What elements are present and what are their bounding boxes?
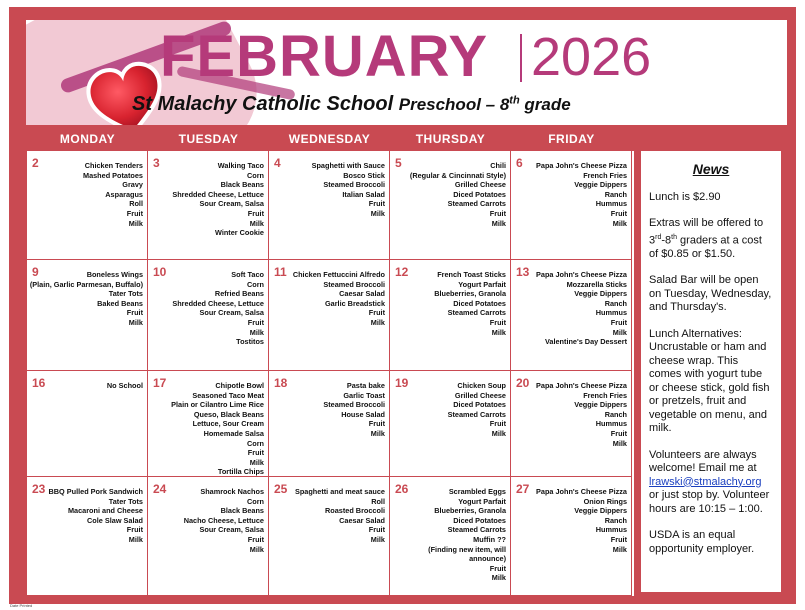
day-number: 11 <box>274 265 287 279</box>
menu-item: Valentine's Day Dessert <box>544 337 627 347</box>
menu-item: Fruit <box>489 419 506 429</box>
menu-item: Ranch <box>604 409 627 419</box>
day-number: 24 <box>153 482 167 496</box>
menu-item: Fruit <box>126 208 143 218</box>
menu-item: Blueberries, Granola <box>434 506 506 516</box>
menu-item: Milk <box>249 544 264 554</box>
menu-item: Garlic Breadstick <box>324 298 385 308</box>
menu-item: Gravy <box>122 180 143 190</box>
menu-item: No School <box>106 381 143 390</box>
menu-list <box>536 161 627 228</box>
header-banner <box>26 20 787 125</box>
menu-list <box>410 161 506 228</box>
menu-item: Ranch <box>604 515 627 525</box>
menu-item: Corn <box>246 438 264 448</box>
menu-item: Fruit <box>489 563 506 573</box>
menu-item: Milk <box>612 438 627 448</box>
menu-item: Sour Cream, Salsa <box>199 199 264 209</box>
menu-item: House Salad <box>341 409 385 419</box>
menu-item: Ranch <box>604 189 627 199</box>
menu-item: Caesar Salad <box>339 289 385 299</box>
menu-item: Fruit <box>368 308 385 318</box>
day-header-0: MONDAY <box>59 132 116 146</box>
day-header-3: THURSDAY <box>415 132 486 146</box>
menu-item: Fruit <box>368 199 385 209</box>
day-cell <box>148 260 269 371</box>
menu-item: Ranch <box>604 298 627 308</box>
menu-item: Fruit <box>610 208 627 218</box>
day-number: 3 <box>153 156 160 170</box>
menu-item: Fruit <box>489 317 506 327</box>
menu-item: Blueberries, Granola <box>434 289 506 299</box>
menu-item: Milk <box>612 218 627 228</box>
day-cell <box>269 371 390 477</box>
menu-list <box>434 270 506 337</box>
menu-item: Shredded Cheese, Lettuce <box>172 298 264 308</box>
day-cell <box>269 151 390 260</box>
menu-list <box>295 487 385 545</box>
menu-item: Fruit <box>247 208 264 218</box>
menu-item: Fruit <box>247 534 264 544</box>
menu-list <box>49 487 143 545</box>
menu-list <box>448 381 506 439</box>
menu-item: Steamed Carrots <box>447 308 506 318</box>
menu-item: Papa John's Cheese Pizza <box>536 381 627 390</box>
day-cell <box>148 151 269 260</box>
menu-list <box>30 270 143 328</box>
menu-item: Steamed Broccoli <box>323 400 385 410</box>
day-cell <box>390 260 511 371</box>
menu-item: Baked Beans <box>97 298 143 308</box>
menu-item: Milk <box>370 317 385 327</box>
menu-item: Grilled Cheese <box>454 390 506 400</box>
menu-item: Yogurt Parfait <box>458 496 506 506</box>
menu-item: Milk <box>249 218 264 228</box>
menu-list <box>172 161 264 238</box>
day-cell <box>269 260 390 371</box>
menu-item: Soft Taco <box>231 270 264 279</box>
menu-item: Milk <box>491 428 506 438</box>
menu-list <box>536 487 627 554</box>
menu-item: Milk <box>491 218 506 228</box>
menu-item: Chili <box>490 161 506 170</box>
day-cell <box>148 371 269 477</box>
menu-item: Hummus <box>595 419 627 429</box>
menu-item: Mashed Potatoes <box>82 170 143 180</box>
menu-item: Chicken Tenders <box>84 161 143 170</box>
menu-item: Cole Slaw Salad <box>87 515 143 525</box>
menu-item: Shredded Cheese, Lettuce <box>172 189 264 199</box>
menu-list <box>536 270 627 347</box>
menu-item: Veggie Dippers <box>574 506 627 516</box>
menu-list <box>428 487 506 583</box>
menu-item: Homemade Salsa <box>203 428 264 438</box>
menu-item: Tortilla Chips <box>217 467 264 477</box>
menu-item: Bosco Stick <box>343 170 385 180</box>
menu-item: Steamed Broccoli <box>323 180 385 190</box>
menu-item: Black Beans <box>220 180 264 190</box>
news-panel <box>641 151 781 592</box>
title-divider <box>520 34 522 82</box>
day-number: 18 <box>274 376 288 390</box>
grade-suffix: grade <box>519 95 571 114</box>
menu-list <box>184 487 264 554</box>
menu-item: Asparagus <box>105 189 143 199</box>
menu-list <box>171 381 264 477</box>
day-number: 27 <box>516 482 530 496</box>
menu-item: Steamed Carrots <box>447 199 506 209</box>
day-number: 16 <box>32 376 46 390</box>
menu-item: Papa John's Cheese Pizza <box>536 270 627 279</box>
menu-item: Milk <box>370 208 385 218</box>
news-lunch-price: Lunch is $2.90 <box>649 190 721 203</box>
extras-text: graders at a cost of $0.85 or $1.50. <box>649 234 762 260</box>
volunteers-text: Volunteers are always welcome! Email me at <box>649 448 757 475</box>
menu-item: Italian Salad <box>342 189 385 199</box>
menu-item: Corn <box>246 170 264 180</box>
menu-item: Shamrock Nachos <box>200 487 264 496</box>
footer-note: Date Printed <box>10 603 33 608</box>
menu-item: Veggie Dippers <box>574 400 627 410</box>
school-title: St Malachy Catholic School <box>132 93 394 115</box>
menu-item: Mozzarella Sticks <box>566 279 627 289</box>
extras-text: Extras will be offered to 3 <box>649 217 764 247</box>
menu-item: Refried Beans <box>214 289 264 299</box>
menu-item: Chicken Fettuccini Alfredo <box>292 270 385 279</box>
day-number: 6 <box>516 156 523 170</box>
menu-item: Garlic Toast <box>343 390 385 400</box>
menu-item: Black Beans <box>220 506 264 516</box>
day-header-4: FRIDAY <box>548 132 595 146</box>
menu-item: Sour Cream, Salsa <box>199 308 264 318</box>
menu-item: Steamed Carrots <box>447 525 506 535</box>
menu-item: Diced Potatoes <box>453 400 506 410</box>
day-cell <box>148 477 269 596</box>
menu-item: Spaghetti and meat sauce <box>294 487 385 496</box>
menu-item: Onion Rings <box>583 496 627 506</box>
day-number: 13 <box>516 265 530 279</box>
menu-item: Fruit <box>126 525 143 535</box>
menu-item: (Finding new item, will <box>428 544 506 554</box>
day-cell <box>27 151 148 260</box>
menu-item: Roll <box>371 496 385 506</box>
menu-item: Yogurt Parfait <box>458 279 506 289</box>
menu-item: Fruit <box>368 419 385 429</box>
day-cell <box>390 477 511 596</box>
grade-sup: th <box>509 94 520 107</box>
menu-item: announce) <box>469 554 506 564</box>
menu-item: Caesar Salad <box>339 515 385 525</box>
menu-item: Tostitos <box>236 337 264 347</box>
day-number: 20 <box>516 376 530 390</box>
menu-item: Milk <box>249 457 264 467</box>
menu-item: Diced Potatoes <box>453 298 506 308</box>
menu-item: Roll <box>129 199 143 209</box>
menu-item: Hummus <box>595 308 627 318</box>
day-cell <box>27 371 148 477</box>
menu-item: Diced Potatoes <box>453 189 506 199</box>
day-number: 23 <box>32 482 46 496</box>
news-title: News <box>692 161 730 177</box>
day-number: 26 <box>395 482 409 496</box>
menu-item: Boneless Wings <box>86 270 143 279</box>
menu-item: Corn <box>246 496 264 506</box>
menu-list <box>312 161 385 219</box>
day-cell <box>511 260 632 371</box>
menu-item: Veggie Dippers <box>574 289 627 299</box>
email-link[interactable]: lrawski@stmalachy.org <box>649 475 762 488</box>
menu-item: Lettuce, Sour Cream <box>192 419 264 429</box>
menu-list <box>536 381 627 448</box>
menu-item: Chicken Soup <box>457 381 506 390</box>
menu-item: Spaghetti with Sauce <box>311 161 385 170</box>
menu-list <box>107 381 143 391</box>
menu-item: Seasoned Taco Meat <box>192 390 264 400</box>
menu-item: Tater Tots <box>108 496 143 506</box>
day-number: 9 <box>32 265 39 279</box>
news-extras <box>649 217 773 261</box>
menu-item: French Fries <box>583 170 627 180</box>
menu-item: Milk <box>370 428 385 438</box>
volunteers-text: or just stop by. Volunteer hours are 10:15 – 1:00. <box>649 489 770 515</box>
menu-item: Milk <box>612 544 627 554</box>
menu-item: Fruit <box>368 525 385 535</box>
menu-item: Pasta bake <box>346 381 385 390</box>
menu-item: Fruit <box>610 317 627 327</box>
menu-item: Steamed Carrots <box>447 409 506 419</box>
menu-item: Nacho Cheese, Lettuce <box>183 515 264 525</box>
menu-item: Roasted Broccoli <box>324 506 385 516</box>
menu-item: (Regular & Cincinnati Style) <box>409 170 506 180</box>
menu-item: French Fries <box>583 390 627 400</box>
menu-item: Fruit <box>489 208 506 218</box>
menu-item: Diced Potatoes <box>453 515 506 525</box>
menu-list <box>293 270 385 328</box>
day-number: 10 <box>153 265 167 279</box>
day-cell <box>27 477 148 596</box>
day-number: 5 <box>395 156 402 170</box>
day-header-2: WEDNESDAY <box>288 132 371 146</box>
school-name <box>132 93 571 116</box>
extras-text: -8 <box>661 234 672 247</box>
menu-item: Milk <box>491 327 506 337</box>
menu-item: Hummus <box>595 525 627 535</box>
menu-item: Milk <box>612 327 627 337</box>
menu-calendar-grid <box>27 151 634 596</box>
news-salad-bar: Salad Bar will be open on Tuesday, Wednesday, and Thursday's. <box>649 274 772 314</box>
news-volunteers <box>649 449 773 517</box>
news-alternatives: Lunch Alternatives: Uncrustable or ham and cheese wrap. This comes with yogurt tube or cheese stick, gold fish or pretzels, fruit and vegetable on menu, and milk. <box>649 327 770 435</box>
day-cell <box>27 260 148 371</box>
day-number: 19 <box>395 376 409 390</box>
day-cell <box>511 151 632 260</box>
month-title: FEBRUARY <box>160 24 489 89</box>
menu-item: Muffin ?? <box>473 534 506 544</box>
menu-item: Milk <box>491 573 506 583</box>
day-cell <box>269 477 390 596</box>
menu-list <box>172 270 264 347</box>
grade-range: Preschool – 8 <box>398 95 510 114</box>
day-number: 4 <box>274 156 281 170</box>
menu-item: Veggie Dippers <box>574 180 627 190</box>
day-cell <box>390 151 511 260</box>
menu-item: Milk <box>370 534 385 544</box>
menu-item: Fruit <box>247 448 264 458</box>
menu-item: Plain or Cilantro Lime Rice <box>171 400 264 410</box>
day-number: 25 <box>274 482 288 496</box>
menu-item: Milk <box>128 534 143 544</box>
menu-item: Corn <box>246 279 264 289</box>
day-cell <box>511 371 632 477</box>
menu-item: Milk <box>249 327 264 337</box>
menu-item: Winter Cookie <box>215 228 264 238</box>
menu-item: Milk <box>128 317 143 327</box>
year-title: 2026 <box>531 27 652 87</box>
menu-item: Walking Taco <box>217 161 264 170</box>
day-cell <box>511 477 632 596</box>
extras-sup: rd <box>655 233 662 241</box>
menu-item: BBQ Pulled Pork Sandwich <box>48 487 143 496</box>
menu-item: Chipotle Bowl <box>215 381 264 390</box>
menu-item: (Plain, Garlic Parmesan, Buffalo) <box>29 279 143 289</box>
news-usda: USDA is an equal opportunity employer. <box>649 529 755 555</box>
menu-item: Fruit <box>126 308 143 318</box>
menu-item: Scrambled Eggs <box>448 487 506 496</box>
menu-list <box>323 381 385 439</box>
menu-item: Hummus <box>595 199 627 209</box>
day-number: 17 <box>153 376 167 390</box>
day-header-1: TUESDAY <box>178 132 239 146</box>
menu-item: Fruit <box>610 428 627 438</box>
day-cell <box>390 371 511 477</box>
day-number: 2 <box>32 156 39 170</box>
menu-item: Tater Tots <box>108 289 143 299</box>
extras-sup: th <box>671 233 677 241</box>
menu-item: Papa John's Cheese Pizza <box>536 487 627 496</box>
menu-item: Fruit <box>610 534 627 544</box>
menu-item: Milk <box>128 218 143 228</box>
menu-item: Sour Cream, Salsa <box>199 525 264 535</box>
menu-item: Fruit <box>247 317 264 327</box>
menu-item: Steamed Broccoli <box>323 279 385 289</box>
menu-item: Macaroni and Cheese <box>67 506 143 516</box>
menu-item: Grilled Cheese <box>454 180 506 190</box>
menu-item: French Toast Sticks <box>437 270 506 279</box>
menu-item: Queso, Black Beans <box>193 409 264 419</box>
menu-item: Papa John's Cheese Pizza <box>536 161 627 170</box>
menu-list <box>83 161 143 228</box>
day-number: 12 <box>395 265 409 279</box>
